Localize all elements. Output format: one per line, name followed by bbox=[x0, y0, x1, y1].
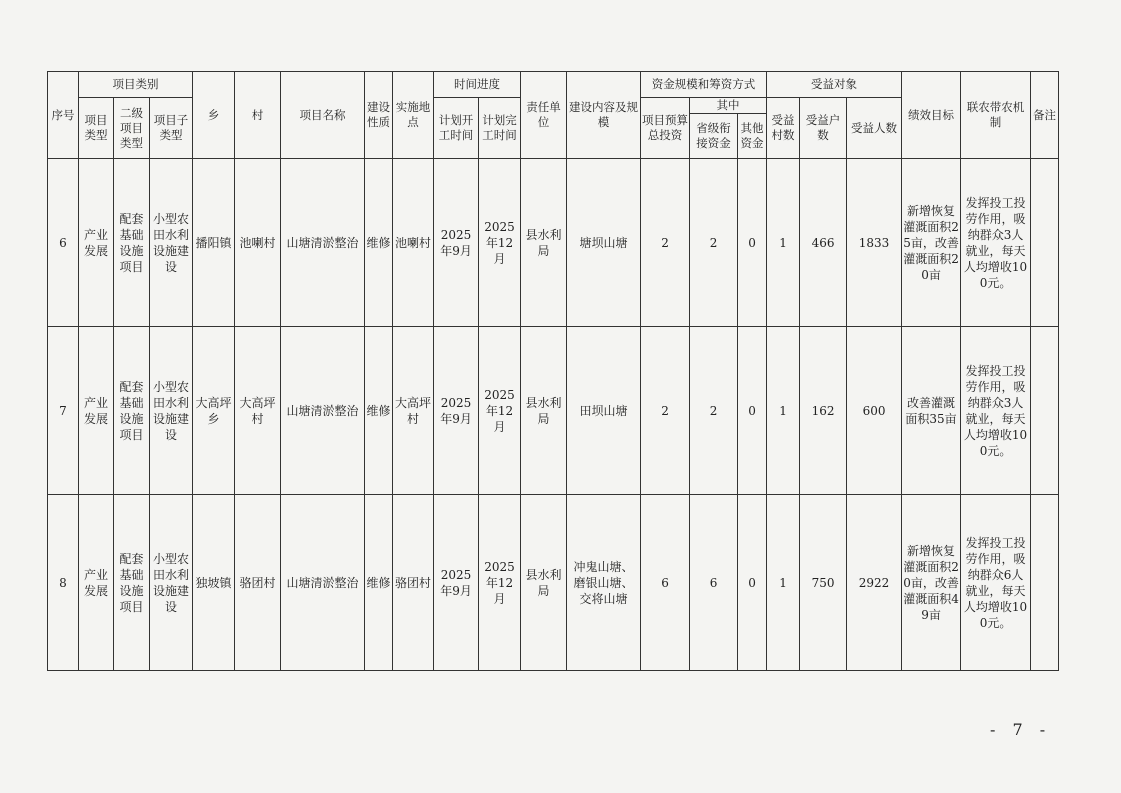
cell-content-scale: 塘坝山塘 bbox=[567, 159, 641, 327]
header-village: 村 bbox=[235, 72, 281, 159]
header-benefit-households: 受益户数 bbox=[800, 98, 847, 159]
cell-benefit-households: 466 bbox=[800, 159, 847, 327]
header-performance: 绩效目标 bbox=[902, 72, 961, 159]
table-row bbox=[48, 495, 1059, 671]
header-beneficiary-group: 受益对象 bbox=[767, 72, 902, 98]
cell-project-type: 产业发展 bbox=[79, 159, 114, 327]
cell-village: 大高坪村 bbox=[235, 327, 281, 495]
table-row bbox=[48, 159, 1059, 327]
cell-village: 骆团村 bbox=[235, 495, 281, 671]
cell-township: 大高坪乡 bbox=[193, 327, 235, 495]
cell-village: 池喇村 bbox=[235, 159, 281, 327]
cell-benefit-households: 162 bbox=[800, 327, 847, 495]
cell-benefit-villages: 1 bbox=[767, 495, 800, 671]
cell-seq: 7 bbox=[48, 327, 79, 495]
cell-benefit-people: 2922 bbox=[847, 495, 902, 671]
cell-provincial-funds: 6 bbox=[690, 495, 738, 671]
cell-farmer-link: 发挥投工投劳作用，吸纳群众3人就业，每天人均增收100元。 bbox=[961, 327, 1031, 495]
header-planned-start: 计划开工时间 bbox=[434, 98, 479, 159]
cell-total-budget: 2 bbox=[641, 159, 690, 327]
header-township: 乡 bbox=[193, 72, 235, 159]
cell-secondary-type: 配套基础设施项目 bbox=[114, 327, 150, 495]
cell-benefit-people: 600 bbox=[847, 327, 902, 495]
header-total-budget: 项目预算总投资 bbox=[641, 98, 690, 159]
cell-planned-end: 2025年12月 bbox=[479, 327, 521, 495]
cell-other-funds: 0 bbox=[738, 159, 767, 327]
table-body bbox=[48, 159, 1059, 671]
cell-other-funds: 0 bbox=[738, 495, 767, 671]
cell-farmer-link: 发挥投工投劳作用，吸纳群众6人就业，每天人均增收100元。 bbox=[961, 495, 1031, 671]
cell-township: 独坡镇 bbox=[193, 495, 235, 671]
header-content-scale: 建设内容及规模 bbox=[567, 72, 641, 159]
header-category-group: 项目类别 bbox=[79, 72, 193, 98]
cell-total-budget: 6 bbox=[641, 495, 690, 671]
header-of-which: 其中 bbox=[690, 98, 767, 114]
header-location: 实施地点 bbox=[393, 72, 434, 159]
cell-project-type: 产业发展 bbox=[79, 327, 114, 495]
cell-provincial-funds: 2 bbox=[690, 159, 738, 327]
header-planned-end: 计划完工时间 bbox=[479, 98, 521, 159]
cell-sub-type: 小型农田水利设施建设 bbox=[150, 327, 193, 495]
cell-provincial-funds: 2 bbox=[690, 327, 738, 495]
cell-planned-end: 2025年12月 bbox=[479, 495, 521, 671]
header-other-funds: 其他资金 bbox=[738, 114, 767, 159]
cell-benefit-villages: 1 bbox=[767, 159, 800, 327]
cell-project-name: 山塘清淤整治 bbox=[281, 159, 365, 327]
cell-secondary-type: 配套基础设施项目 bbox=[114, 495, 150, 671]
cell-responsible-unit: 县水利局 bbox=[521, 159, 567, 327]
header-seq: 序号 bbox=[48, 72, 79, 159]
cell-performance: 改善灌溉面积35亩 bbox=[902, 327, 961, 495]
cell-responsible-unit: 县水利局 bbox=[521, 495, 567, 671]
cell-planned-start: 2025年9月 bbox=[434, 159, 479, 327]
cell-total-budget: 2 bbox=[641, 327, 690, 495]
cell-responsible-unit: 县水利局 bbox=[521, 327, 567, 495]
header-sub-type: 项目子类型 bbox=[150, 98, 193, 159]
cell-construction-nature: 维修 bbox=[365, 159, 393, 327]
cell-content-scale: 田坝山塘 bbox=[567, 327, 641, 495]
header-project-type: 项目类型 bbox=[79, 98, 114, 159]
header-responsible-unit: 责任单位 bbox=[521, 72, 567, 159]
cell-construction-nature: 维修 bbox=[365, 327, 393, 495]
header-provincial-funds: 省级衔接资金 bbox=[690, 114, 738, 159]
cell-construction-nature: 维修 bbox=[365, 495, 393, 671]
cell-location: 大高坪村 bbox=[393, 327, 434, 495]
cell-location: 池喇村 bbox=[393, 159, 434, 327]
table-row bbox=[48, 327, 1059, 495]
cell-benefit-villages: 1 bbox=[767, 327, 800, 495]
cell-location: 骆团村 bbox=[393, 495, 434, 671]
header-secondary-type: 二级项目类型 bbox=[114, 98, 150, 159]
cell-other-funds: 0 bbox=[738, 327, 767, 495]
cell-township: 播阳镇 bbox=[193, 159, 235, 327]
cell-planned-start: 2025年9月 bbox=[434, 495, 479, 671]
cell-secondary-type: 配套基础设施项目 bbox=[114, 159, 150, 327]
cell-planned-end: 2025年12月 bbox=[479, 159, 521, 327]
cell-project-name: 山塘清淤整治 bbox=[281, 327, 365, 495]
cell-planned-start: 2025年9月 bbox=[434, 327, 479, 495]
cell-content-scale: 冲鬼山塘、磨银山塘、交将山塘 bbox=[567, 495, 641, 671]
cell-performance: 新增恢复灌溉面积25亩，改善灌溉面积20亩 bbox=[902, 159, 961, 327]
page-number: - 7 - bbox=[990, 720, 1052, 739]
cell-remarks bbox=[1031, 327, 1059, 495]
cell-project-name: 山塘清淤整治 bbox=[281, 495, 365, 671]
table-header bbox=[48, 72, 1059, 159]
cell-benefit-households: 750 bbox=[800, 495, 847, 671]
header-project-name: 项目名称 bbox=[281, 72, 365, 159]
header-funding-group: 资金规模和筹资方式 bbox=[641, 72, 767, 98]
cell-remarks bbox=[1031, 159, 1059, 327]
header-benefit-people: 受益人数 bbox=[847, 98, 902, 159]
cell-seq: 6 bbox=[48, 159, 79, 327]
cell-benefit-people: 1833 bbox=[847, 159, 902, 327]
header-remarks: 备注 bbox=[1031, 72, 1059, 159]
header-farmer-link: 联农带农机制 bbox=[961, 72, 1031, 159]
cell-remarks bbox=[1031, 495, 1059, 671]
project-table bbox=[47, 71, 1059, 671]
header-benefit-villages: 受益村数 bbox=[767, 98, 800, 159]
cell-sub-type: 小型农田水利设施建设 bbox=[150, 495, 193, 671]
header-schedule-group: 时间进度 bbox=[434, 72, 521, 98]
cell-farmer-link: 发挥投工投劳作用，吸纳群众3人就业，每天人均增收100元。 bbox=[961, 159, 1031, 327]
cell-project-type: 产业发展 bbox=[79, 495, 114, 671]
cell-sub-type: 小型农田水利设施建设 bbox=[150, 159, 193, 327]
cell-seq: 8 bbox=[48, 495, 79, 671]
cell-performance: 新增恢复灌溉面积20亩，改善灌溉面积49亩 bbox=[902, 495, 961, 671]
header-construction-nature: 建设性质 bbox=[365, 72, 393, 159]
